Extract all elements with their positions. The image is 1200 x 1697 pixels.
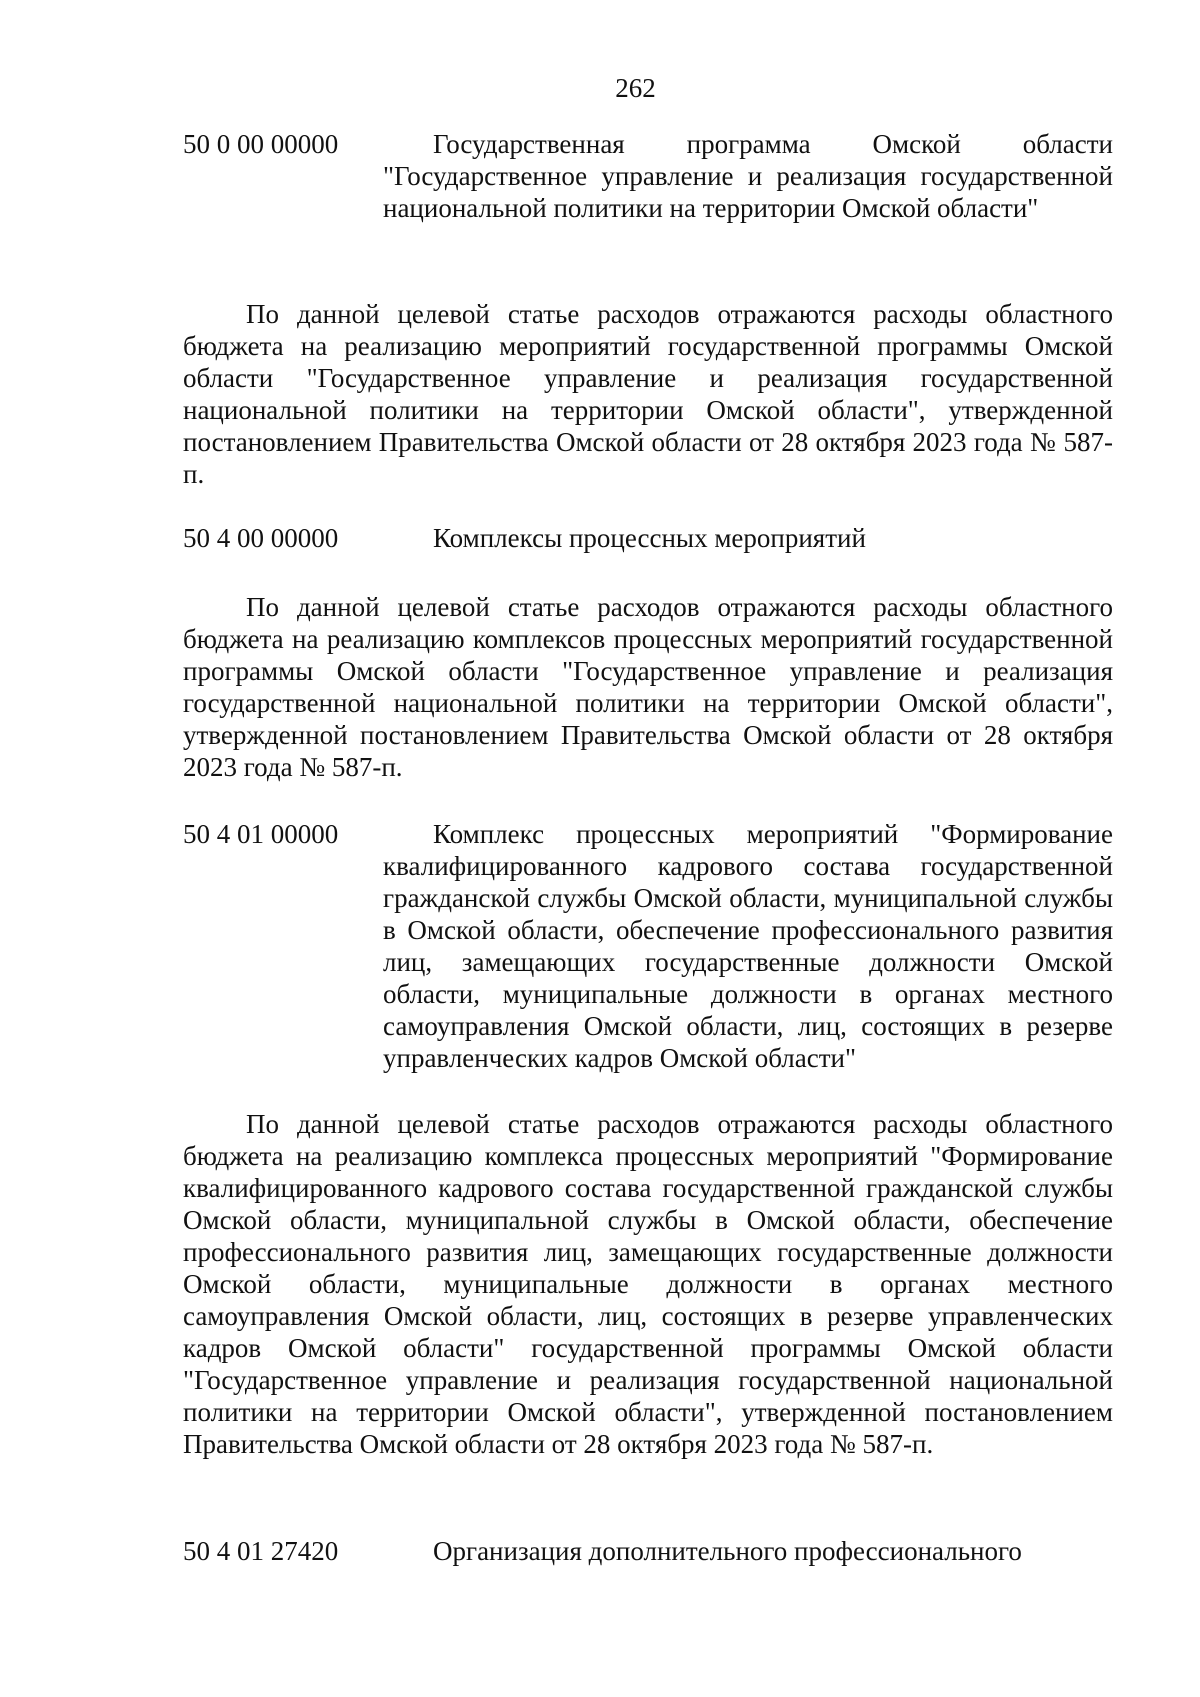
page-number: 262 — [615, 73, 656, 103]
budget-item-title: Организация дополнительного профессионального — [433, 1536, 1022, 1566]
budget-item-title: Комплекс процессных мероприятий "Формирование квалифицированного кадрового состава государственной гражданской службы Омской области, муниципальной службы в Омской области, обеспечение профессионального развития лиц, замещающих государственные должности Омской области, муниципальные должности в органах местного самоуправления Омской области, лиц, состоящих в резерве управленческих кадров Омской области" — [383, 819, 1113, 1073]
budget-item-title: Государственная программа Омской области "Государственное управление и реализация государственной национальной политики на территории Омской области" — [383, 129, 1113, 223]
budget-item-header — [183, 1535, 1113, 1567]
budget-item-header — [183, 522, 1113, 554]
budget-code: 50 4 01 00000 — [183, 819, 339, 849]
budget-code: 50 0 00 00000 — [183, 129, 339, 159]
budget-item-description: По данной целевой статье расходов отражаются расходы областного бюджета на реализацию мероприятий государственной программы Омской области "Государственное управление и реализация государственной национальной политики на территории Омской области", утвержденной постановлением Правительства Омской области от 28 октября 2023 года № 587-п. — [183, 299, 1113, 489]
budget-code: 50 4 01 27420 — [183, 1536, 339, 1566]
budget-item-header — [183, 818, 1113, 1074]
budget-item-header — [183, 128, 1113, 224]
budget-code: 50 4 00 00000 — [183, 523, 339, 553]
budget-item-description: По данной целевой статье расходов отражаются расходы областного бюджета на реализацию комплексов процессных мероприятий государственной программы Омской области "Государственное управление и реализация государственной национальной политики на территории Омской области", утвержденной постановлением Правительства Омской области от 28 октября 2023 года № 587-п. — [183, 592, 1113, 782]
budget-item-description: По данной целевой статье расходов отражаются расходы областного бюджета на реализацию комплекса процессных мероприятий "Формирование квалифицированного кадрового состава государственной гражданской службы Омской области, муниципальной службы в Омской области, обеспечение профессионального развития лиц, замещающих государственные должности Омской области, муниципальные должности в органах местного самоуправления Омской области, лиц, состоящих в резерве управленческих кадров Омской области" государственной программы Омской области "Государственное управление и реализация государственной национальной политики на территории Омской области", утвержденной постановлением Правительства Омской области от 28 октября 2023 года № 587-п. — [183, 1109, 1113, 1459]
budget-item-title: Комплексы процессных мероприятий — [433, 523, 866, 553]
